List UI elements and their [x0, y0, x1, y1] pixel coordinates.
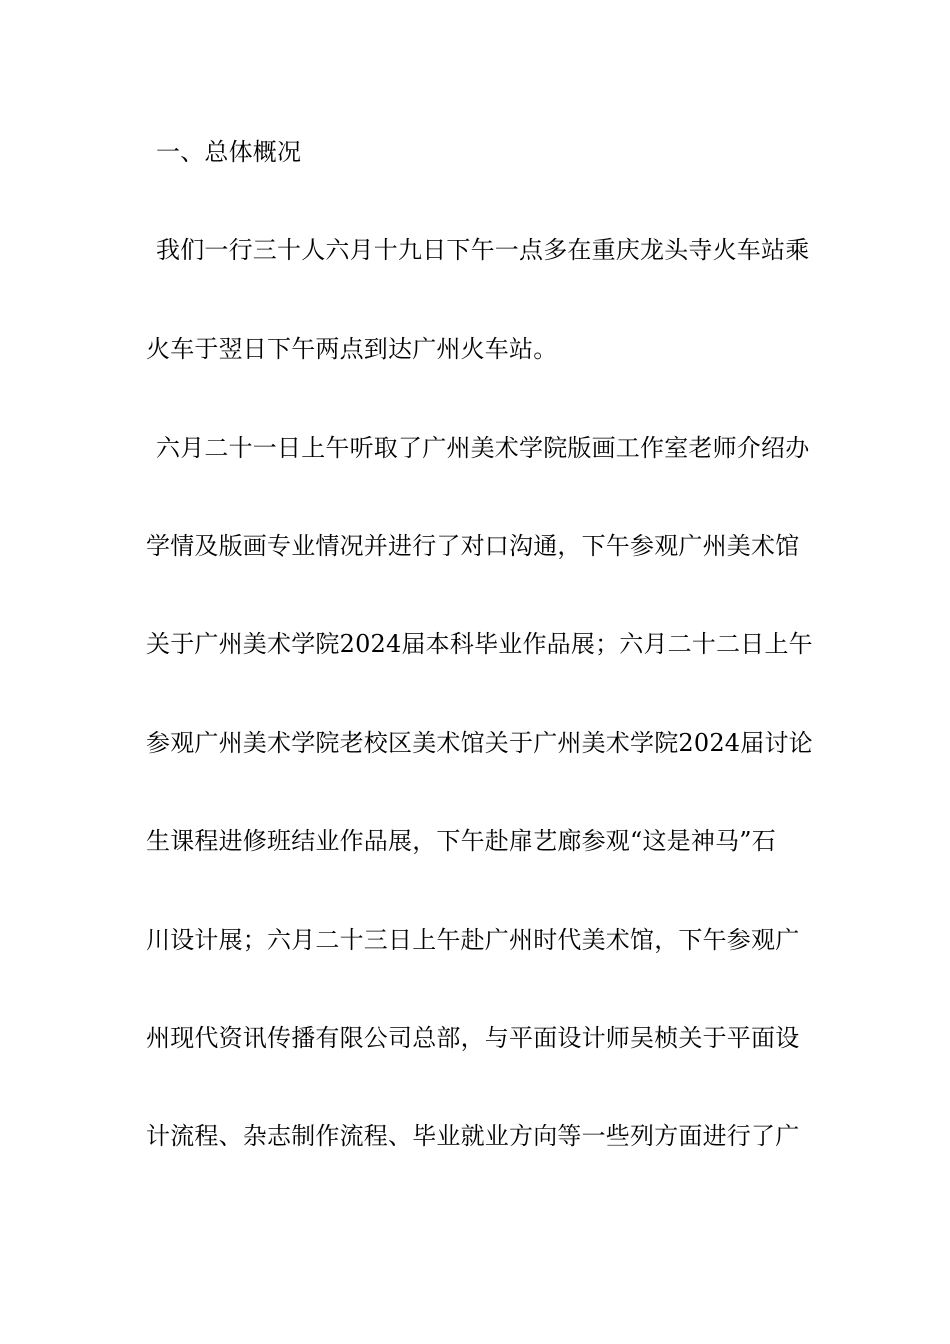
paragraph-2-line-8: 计流程、杂志制作流程、毕业就业方向等一些列方面进行了广 [146, 1122, 800, 1150]
paragraph-2-line-2: 学情及版画专业情况并进行了对口沟通，下午参观广州美术馆 [146, 532, 800, 560]
paragraph-2-line-3: 关于广州美术学院2024届本科毕业作品展；六月二十二日上午 [146, 630, 813, 658]
paragraph-2-line-4: 参观广州美术学院老校区美术馆关于广州美术学院2024届讨论 [146, 729, 813, 757]
paragraph-1-line-1: 我们一行三十人六月十九日下午一点多在重庆龙头寺火车站乘 [156, 236, 810, 264]
paragraph-1-line-2: 火车于翌日下午两点到达广州火车站。 [146, 335, 558, 363]
paragraph-2-line-5: 生课程进修班结业作品展，下午赴扉艺廊参观“这是神马”石 [146, 827, 776, 855]
section-heading: 一、总体概况 [156, 138, 302, 166]
paragraph-2-line-7: 州现代资讯传播有限公司总部，与平面设计师吴桢关于平面设 [146, 1024, 800, 1052]
paragraph-2-line-1: 六月二十一日上午听取了广州美术学院版画工作室老师介绍办 [156, 434, 810, 462]
paragraph-2-line-6: 川设计展；六月二十三日上午赴广州时代美术馆，下午参观广 [146, 926, 800, 954]
